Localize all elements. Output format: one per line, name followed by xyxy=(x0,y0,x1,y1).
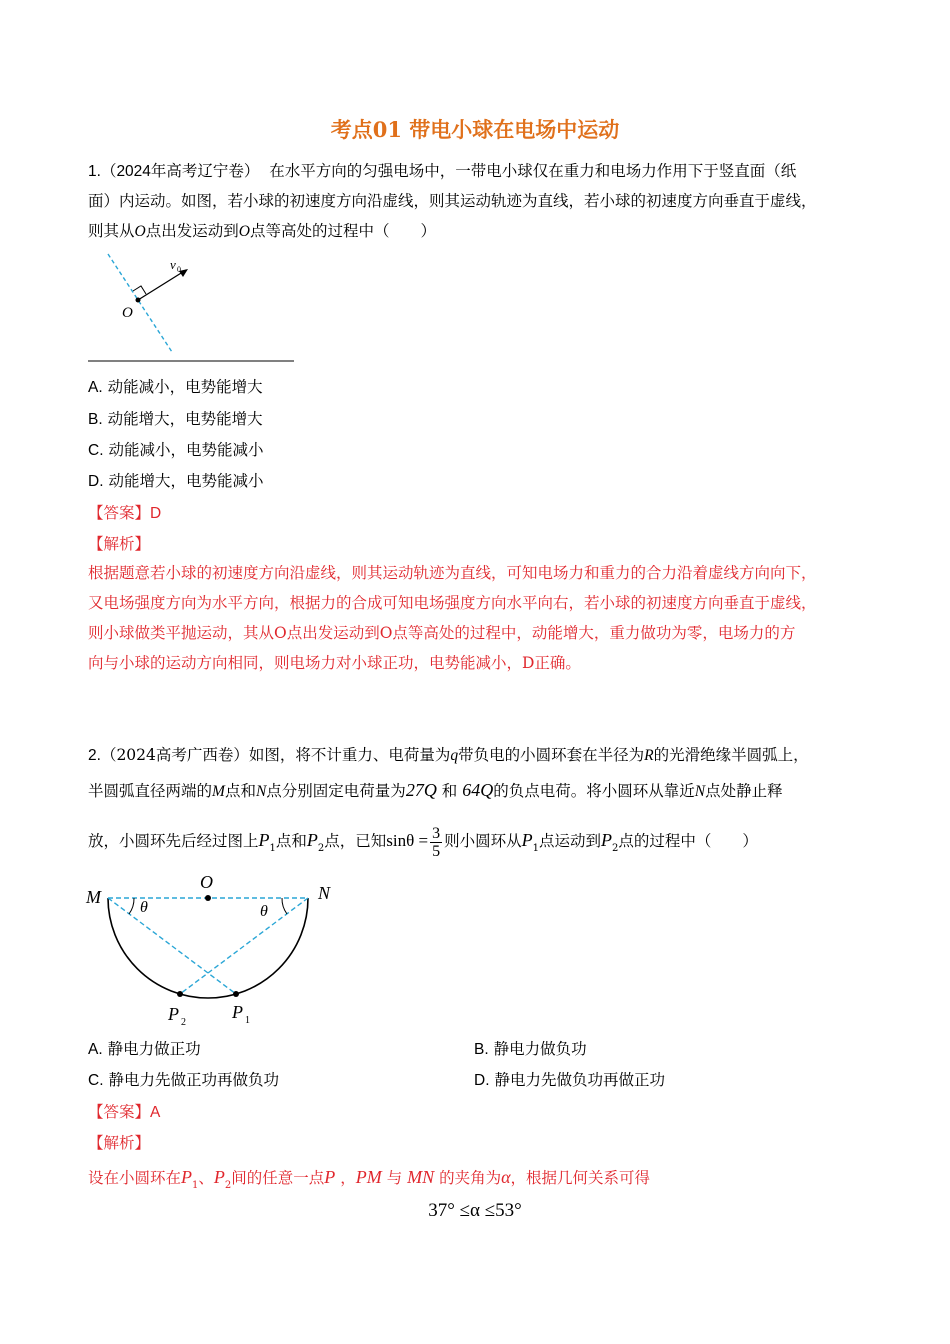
q1-analysis-line: 根据题意若小球的初速度方向沿虚线，则其运动轨迹为直线，可知电场力和重力的合力沿着虚线方向向下， xyxy=(88,564,817,582)
q2-fraction: $\frac{3}{5}$ xyxy=(432,824,441,860)
q2-answer: 【答案】A xyxy=(88,1103,161,1121)
q2-label-o: O xyxy=(200,872,213,892)
q1-analysis-label: 【解析】 xyxy=(88,535,151,553)
q1-stem-line-1 xyxy=(88,160,796,183)
q2-stem-line-1: 2.（2024高考广西卷）如图，将不计重力、电荷量为q带负电的小圆环套在半径为R的光滑绝缘半圆弧上， xyxy=(88,746,809,764)
q1-source: （2024年高考辽宁卷） xyxy=(100,163,260,180)
q1-option-b: B. 动能增大，电势能增大 xyxy=(88,410,263,428)
q2-analysis-label: 【解析】 xyxy=(88,1134,151,1152)
q2-formula: 37° ≤α ≤53° xyxy=(428,1200,522,1221)
q1-analysis-line: 又电场强度方向为水平方向，根据力的合成可知电场强度方向水平向右，若小球的初速度方向垂直于虚线， xyxy=(88,594,817,612)
q2-label-p1-sub: 1 xyxy=(245,1015,250,1026)
q1-analysis-line: 向与小球的运动方向相同，则电场力对小球正功，电势能减小，D正确。 xyxy=(88,654,581,672)
q1-analysis-line: 则小球做类平抛运动，其从O点出发运动到O点等高处的过程中，动能增大，重力做功为零，电场力的方 xyxy=(88,624,796,642)
q2-point-p2 xyxy=(177,991,183,997)
q2-label-n: N xyxy=(318,883,331,903)
q1-velocity-arrow xyxy=(138,270,186,300)
q1-o-label: O xyxy=(122,305,133,321)
q2-label-p2-sub: 2 xyxy=(181,1017,186,1028)
q1-right-angle-mark xyxy=(133,286,146,294)
q2-figure xyxy=(84,872,344,1032)
q1-option-c: C. 动能减小，电势能减小 xyxy=(88,441,264,459)
q2-analysis-line: 设在小圆环在$P_1$、$P_2$间的任意一点P ，PM 与 MN 的夹角为α，根据几何关系可得 xyxy=(88,1167,651,1191)
q2-point-p1 xyxy=(233,991,239,997)
q2-point-o xyxy=(205,895,211,901)
q2-angle-arc-n xyxy=(282,898,287,914)
q2-semicircle-arc xyxy=(108,898,308,998)
q1-v-subscript: 0 xyxy=(177,265,181,274)
q1-point-o xyxy=(136,298,141,303)
q1-answer: 【答案】D xyxy=(88,504,162,522)
q1-stem-line-3: 则其从O点出发运动到O点等高处的过程中（ ） xyxy=(88,222,436,240)
q2-stem-line-2: 半圆弧直径两端的M点和N点分别固定电荷量为27Q 和 64Q的负点电荷。将小圆环从靠近N点处静止释 xyxy=(88,780,783,800)
q2-option-d: D. 静电力先做负功再做正功 xyxy=(474,1071,665,1089)
q2-stem-line-3: 放，小圆环先后经过图上$P_1$点和$P_2$点，已知sinθ = $\frac{3}{5}$ 则小圆环从$P_1$点运动到$P_2$点的过程中（ ） xyxy=(88,824,758,860)
q1-stem-text: 在水平方向的匀强电场中，一带电小球仅在重力和电场力作用下于竖直面（纸 xyxy=(269,162,797,180)
q1-option-a: A. 动能减小，电势能增大 xyxy=(88,378,263,396)
page-title: 考点01 带电小球在电场中运动 xyxy=(330,117,620,142)
q2-label-theta-n: θ xyxy=(260,903,268,920)
q1-option-d: D. 动能增大，电势能减小 xyxy=(88,472,264,490)
q2-label-theta-m: θ xyxy=(140,899,148,916)
q1-stem-line-2: 面）内运动。如图，若小球的初速度方向沿虚线，则其运动轨迹为直线，若小球的初速度方向垂直于虚线， xyxy=(88,192,817,210)
q1-dashed-line xyxy=(108,254,172,352)
q2-option-a: A. 静电力做正功 xyxy=(88,1040,201,1058)
q2-option-b: B. 静电力做负功 xyxy=(474,1040,587,1058)
q1-figure xyxy=(88,248,298,366)
q2-option-c: C. 静电力先做正功再做负功 xyxy=(88,1071,279,1089)
q2-label-m: M xyxy=(86,887,101,907)
q2-label-p1: P xyxy=(232,1002,243,1022)
q1-v-label: v xyxy=(170,257,176,272)
q2-angle-arc-m xyxy=(129,898,134,914)
q2-line-n-p2 xyxy=(180,898,308,994)
q1-number: 1. xyxy=(88,163,101,180)
q2-label-p2: P xyxy=(168,1004,179,1024)
q2-line-m-p1 xyxy=(108,898,236,994)
